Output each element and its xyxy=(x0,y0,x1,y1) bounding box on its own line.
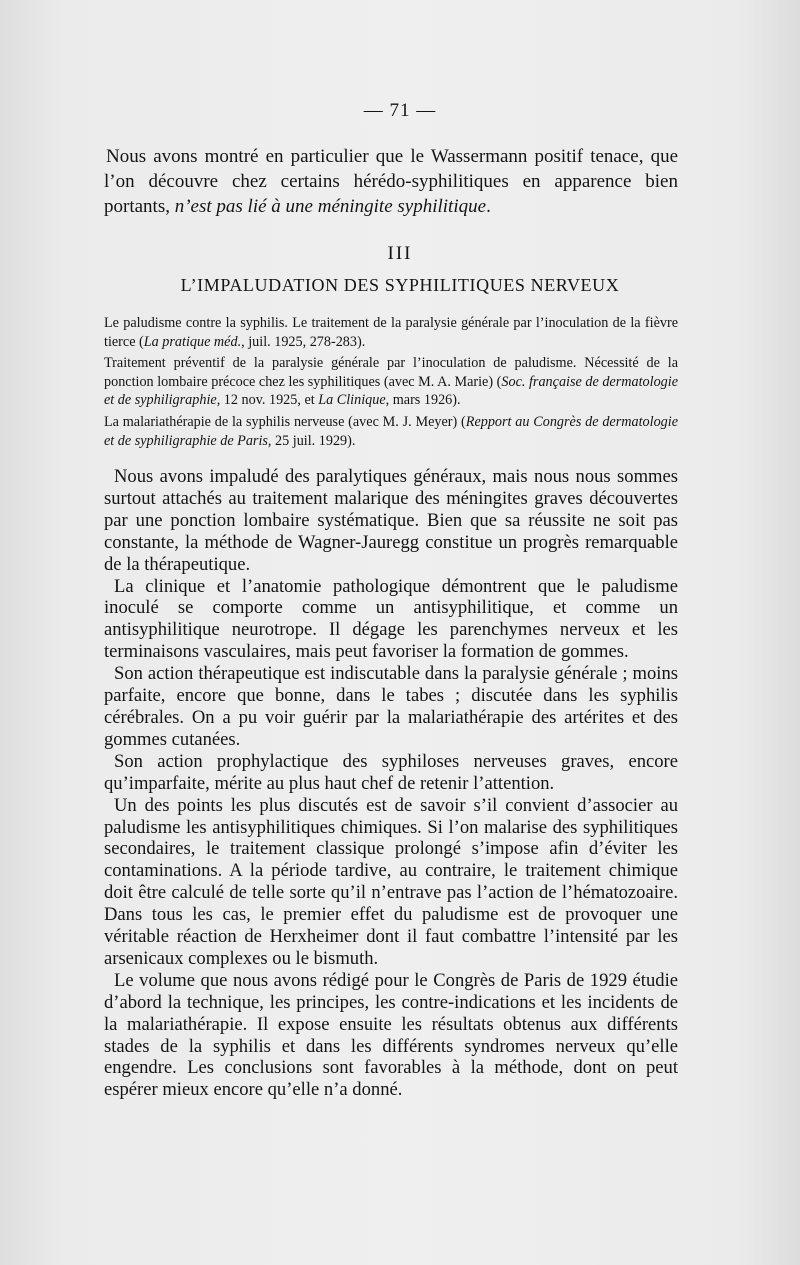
reference-text: Traitement préventif de la paralysie générale par l’inoculation de paludisme. Nécessité de la ponction lombaire précoce chez les syphilitiques (avec M. A. Marie) ( xyxy=(104,355,678,390)
section-title: L’IMPALUDATION DES SYPHILITIQUES NERVEUX xyxy=(180,275,620,295)
page-number: — 71 — xyxy=(363,100,437,121)
body-paragraph: Un des points les plus discutés est de savoir s’il convient d’associer au paludisme les antisyphilitiques chimiques. Si l’on malarise des syphilitiques secondaires, le traitement classique prolongé s’impose afin d’éviter les contaminations. A la période tardive, au contraire, le traitement chimique doit être calculé de telle sorte qu’il n’entrave pas l’action de l’hématozoaire. Dans tous les cas, le premier effet du paludisme est de provoquer une véritable réaction de Herxheimer dont il faut combattre l’intensité par les arsenicaux complexes ou le bismuth. xyxy=(104,794,678,969)
body-paragraph: Nous avons impaludé des paralytiques généraux, mais nous nous sommes surtout attachés au traitement malarique des méningites graves découvertes par une ponction lombaire systématique. Bien que sa réussite ne soit pas constante, la méthode de Wagner-Jauregg constitue un progrès remarquable de la thérapeutique. xyxy=(104,466,678,575)
reference-text: , 12 nov. 1925, et xyxy=(216,392,319,409)
section-number: III xyxy=(387,243,413,264)
reference-text: Le paludisme contre la syphilis. Le traitement de la paralysie générale par l’inoculation de la fièvre tierce ( xyxy=(104,315,678,350)
reference-text: , mars 1926). xyxy=(385,392,461,409)
body-paragraph: Le volume que nous avons rédigé pour le Congrès de Paris de 1929 étudie d’abord la technique, les principes, les contre-indications et les incidents de la malariathérapie. Il expose ensuite les résultats obtenus aux différents stades de la syphilis et dans les différents syndromes nerveux qu’elle engendre. Les conclusions sont favorables à la méthode, dont on peut espérer mieux encore qu’elle n’a donné. xyxy=(104,969,678,1101)
reference-source: Soc. française de dermatologie et de syphiligraphie xyxy=(104,373,678,409)
reference-text: , 25 juil. 1929). xyxy=(267,432,356,449)
intro-emphasis: n’est pas lié à une méningite syphilitique xyxy=(174,196,487,217)
reference-text: La malariathérapie de la syphilis nerveuse (avec M. J. Meyer) ( xyxy=(104,413,466,430)
reference-item xyxy=(104,413,678,450)
body-text xyxy=(104,466,678,1101)
reference-source: Repport au Congrès de dermatologie et de syphiligraphie de Paris xyxy=(104,413,678,449)
reference-text: , juil. 1925, 278-283). xyxy=(241,333,366,350)
intro-text-after: . xyxy=(486,196,491,217)
references-list xyxy=(104,314,678,453)
reference-item xyxy=(104,314,678,351)
intro-text xyxy=(104,144,678,219)
intro-text-before: Nous avons montré en particulier que le Wassermann positif tenace, que l’on découvre chez certains hérédo-syphilitiques en apparence bien portants, xyxy=(104,146,678,217)
intro-paragraph xyxy=(104,144,678,219)
body-paragraph: Son action thérapeutique est indiscutable dans la paralysie générale ; moins parfaite, encore que bonne, dans le tabes ; discutée dans les syphilis cérébrales. On a pu voir guérir par la malariathérapie des artérites et des gommes cutanées. xyxy=(104,663,678,750)
body-paragraph: Son action prophylactique des syphiloses nerveuses graves, encore qu’imparfaite, mérite au plus haut chef de retenir l’attention. xyxy=(104,750,678,794)
body-paragraph: La clinique et l’anatomie pathologique démontrent que le paludisme inoculé se comporte comme un antisyphilitique, et comme un antisyphilitique neurotrope. Il dégage les parenchymes nerveux et les terminaisons vasculaires, mais peut favoriser la formation de gommes. xyxy=(104,575,678,663)
reference-item xyxy=(104,354,678,410)
reference-source: La Clinique xyxy=(318,392,386,409)
reference-source: La pratique méd. xyxy=(143,333,242,350)
